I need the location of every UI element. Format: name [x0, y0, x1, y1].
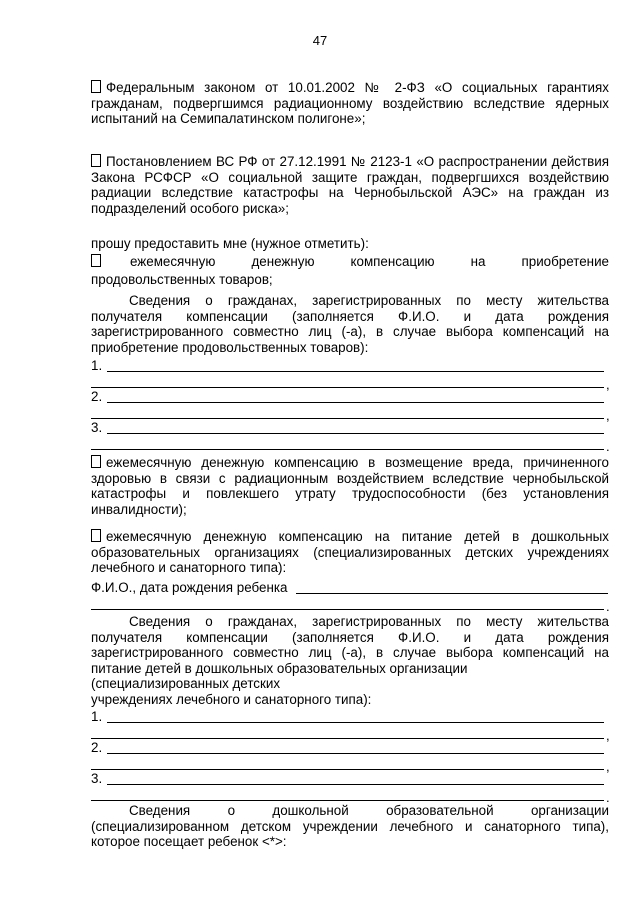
option-food-line1	[91, 254, 609, 270]
law-2-checkbox[interactable]	[91, 154, 101, 167]
option-child-food-checkbox[interactable]	[91, 529, 101, 542]
info-food-paragraph: Сведения о гражданах, зарегистрированных по месту жительства получателя компенсации (заполняется Ф.И.О. и дата рождения зарегистрированного совместно лиц (-а), в случае выбора компенсаций на приобретение продовольственных товаров):	[91, 293, 609, 355]
entry-line-2a[interactable]	[107, 402, 604, 403]
info-child-part3: учреждениях лечебного и санаторного типа):	[91, 692, 372, 707]
row-label: 1.	[91, 709, 103, 724]
option-harm-text: ежемесячную денежную компенсацию в возмещение вреда, причиненного здоровью в связи с радиационным воздействием вследствие чернобыльской катастрофы и повлекшего утрату трудоспособности (без установления инвалидности);	[91, 455, 609, 517]
row-label: 2.	[91, 389, 103, 404]
law-1-paragraph	[91, 80, 609, 127]
info-child-part1: Сведения о гражданах, зарегистрированных по месту жительства получателя компенсации (заполняется Ф.И.О. и дата рождения зарегистрированного совместно лиц (-а), в случае выбора компенсаций на питание детей в дошкольных образовательных организации	[91, 614, 609, 676]
period-mark: .	[606, 439, 610, 454]
option-child-food-paragraph	[91, 529, 609, 576]
info-kindergarten-paragraph: Сведения о дошкольной образовательной организации (специализированном детском учреждении лечебного и санаторного типа), которое посещает ребенок <*>:	[91, 803, 609, 850]
row-label: 1.	[91, 358, 103, 373]
entry-line-3b[interactable]	[91, 449, 604, 450]
page-number: 47	[312, 33, 328, 48]
child-entry-line-2b[interactable]	[91, 769, 604, 770]
period-mark: .	[606, 790, 610, 805]
child-entry-line-2a[interactable]	[107, 753, 604, 754]
entry-line-1a[interactable]	[107, 371, 604, 372]
period-mark: .	[606, 599, 610, 614]
law-2-paragraph	[91, 154, 609, 216]
comma-mark: ,	[606, 408, 610, 423]
info-child-part2: (специализированных детских	[91, 676, 281, 691]
child-name-line-2[interactable]	[91, 609, 604, 610]
row-label: 2.	[91, 740, 103, 755]
child-entry-line-3a[interactable]	[107, 784, 604, 785]
child-name-label: Ф.И.О., дата рождения ребенка	[91, 580, 288, 595]
request-intro: прошу предоставить мне (нужное отметить):	[91, 236, 369, 251]
option-child-food-text: ежемесячную денежную компенсацию на питание детей в дошкольных образовательных организациях (специализированных детских учреждениях лечебного и санаторного типа):	[91, 529, 609, 576]
entry-line-1b[interactable]	[91, 387, 604, 388]
entry-line-3a[interactable]	[107, 433, 604, 434]
comma-mark: ,	[606, 377, 610, 392]
child-entry-line-1a[interactable]	[107, 722, 604, 723]
entry-line-2b[interactable]	[91, 418, 604, 419]
child-entry-line-1b[interactable]	[91, 738, 604, 739]
option-food-text: ежемесячную денежную компенсацию на приобретение	[130, 254, 609, 269]
comma-mark: ,	[606, 728, 610, 743]
option-harm-paragraph	[91, 455, 609, 517]
comma-mark: ,	[606, 759, 610, 774]
law-1-text: Федеральным законом от 10.01.2002 № 2-ФЗ «О социальных гарантиях гражданам, подвергшимся радиационному воздействию вследствие ядерных испытаний на Семипалатинском полигоне»;	[91, 80, 609, 127]
row-label: 3.	[91, 771, 103, 786]
option-harm-checkbox[interactable]	[91, 455, 101, 468]
law-1-checkbox[interactable]	[91, 80, 101, 93]
child-name-line[interactable]	[296, 593, 608, 594]
law-2-text: Постановлением ВС РФ от 27.12.1991 № 2123-1 «О распространении действия Закона РСФСР «О социальной защите граждан, подвергшихся воздействию радиации вследствие катастрофы на Чернобыльской АЭС» на граждан из подразделений особого риска»;	[91, 154, 609, 216]
row-label: 3.	[91, 420, 103, 435]
child-entry-line-3b[interactable]	[91, 800, 604, 801]
option-food-checkbox[interactable]	[91, 254, 101, 267]
option-food-line2: продовольственных товаров;	[91, 272, 273, 287]
